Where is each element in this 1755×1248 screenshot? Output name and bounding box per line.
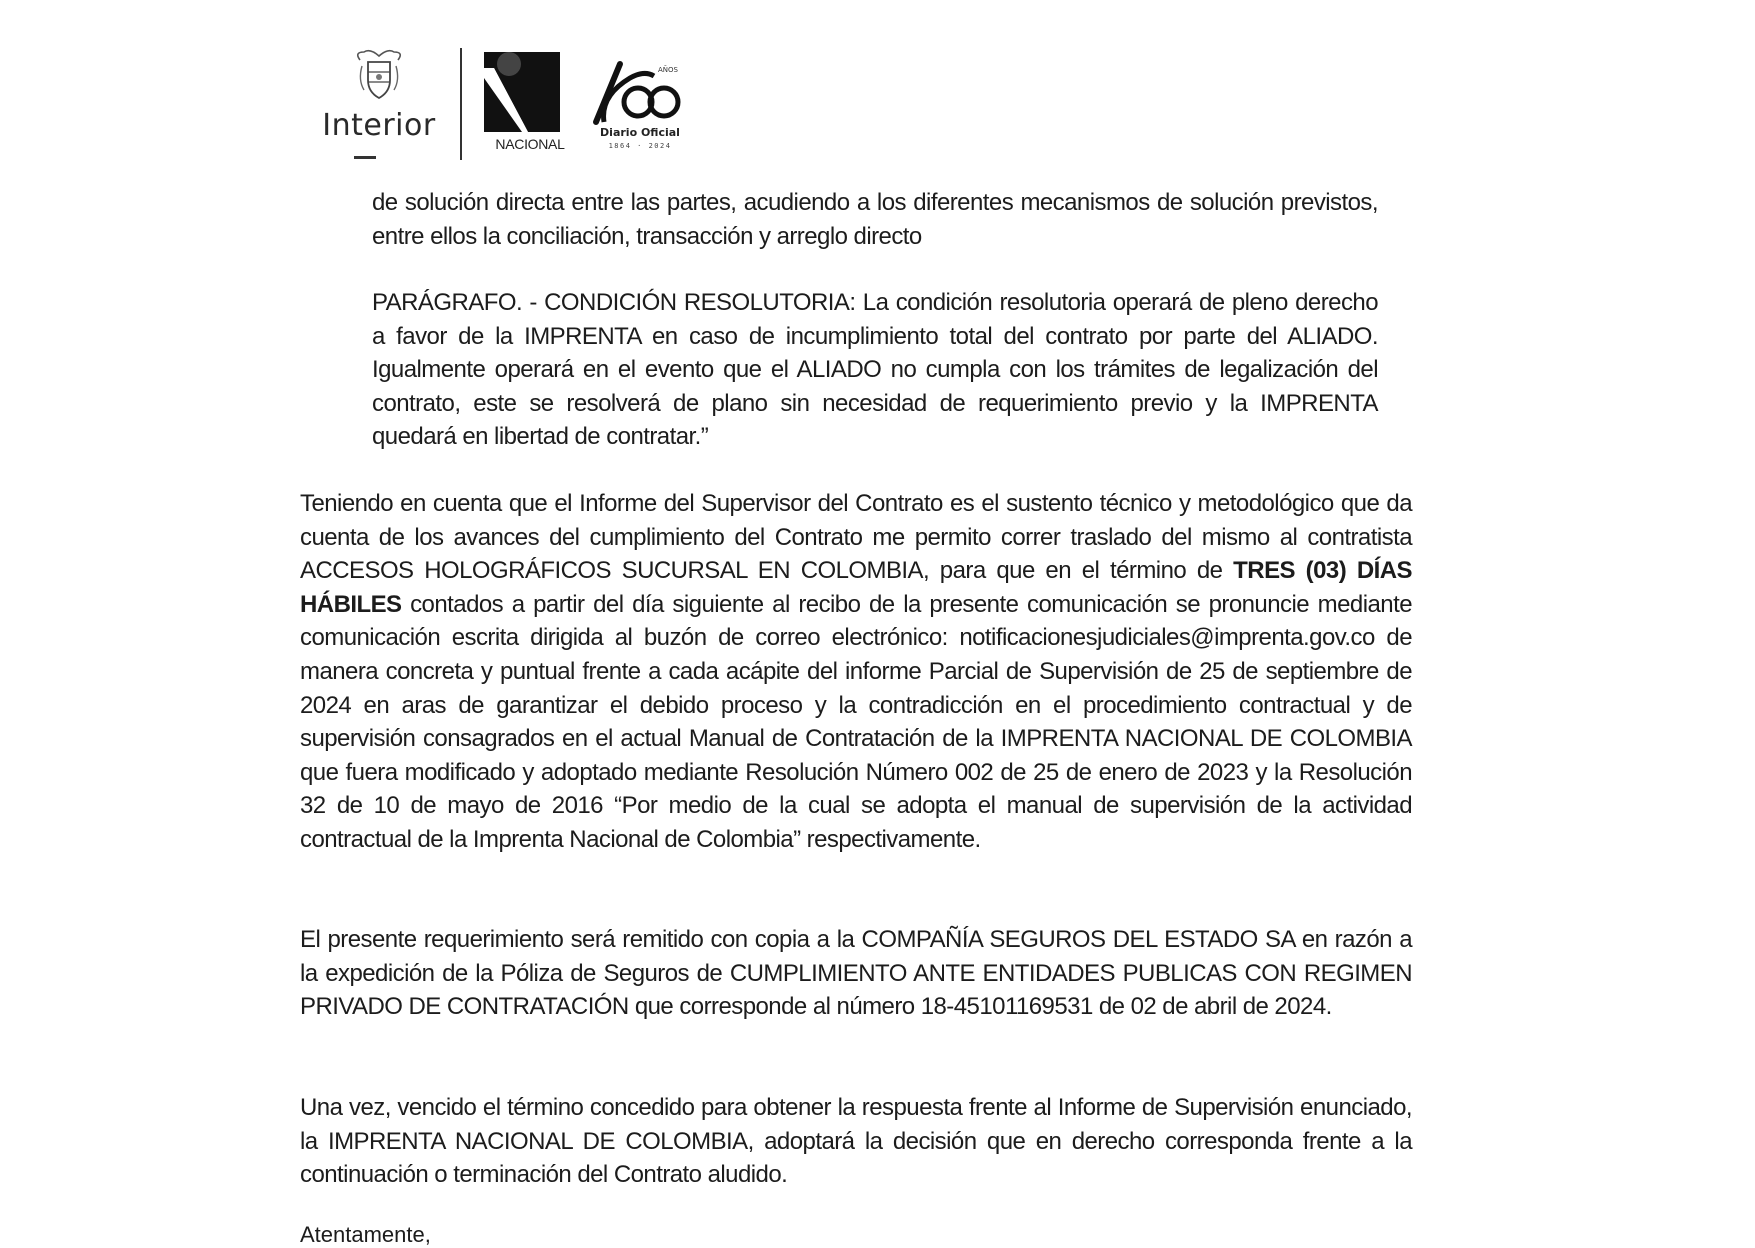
diario-oficial-logo-years: 1864 · 2024 bbox=[608, 142, 672, 150]
interior-logo-text: Interior bbox=[322, 108, 436, 143]
paragraph-solucion-directa: de solución directa entre las partes, acudiendo a los diferentes mecanismos de solución previstos, entre ellos la conciliación, transacción y arreglo directo bbox=[372, 189, 1378, 250]
paragraph-traslado-text-b: contados a partir del día siguiente al recibo de la presente comunicación se pronuncie mediante comunicación escrita dirigida al buzón de correo electrónico: bbox=[300, 590, 1412, 652]
imprenta-nacional-mark-icon bbox=[482, 48, 578, 134]
imprenta-nacional-logo-text: NACIONAL bbox=[495, 136, 565, 152]
paragraph-condicion-resolutoria: PARÁGRAFO. - CONDICIÓN RESOLUTORIA: La condición resolutoria operará de pleno derecho a favor de la IMPRENTA en caso de incumplimiento total del contrato por parte del ALIADO. Igualmente operará en el evento que el ALIADO no cumpla con los trámites de legalización del contrato, este se resolverá de plano sin necesidad de requerimiento previo y la IMPRENTA quedará en libertad de contratar.” bbox=[372, 289, 1378, 451]
plazo-tres-dias-habiles: TRES (03) DÍAS HÁBILES bbox=[300, 557, 1412, 618]
interior-logo bbox=[314, 46, 444, 164]
paragraph-traslado-text-c: de manera concreta y puntual frente a cada acápite del informe Parcial de Supervisión de 25 de septiembre de 2024 en aras de garantizar el debido proceso y la contradicción en el procedimiento contractual y de supervisión consagrados en el actual Manual de Contratación de la IMPRENTA NACIONAL DE COLOMBIA que fuera modificado y adoptado mediante Resolución Número 002 de 25 de enero de 2023 y la Resolución 32 de 10 de mayo de 2016 “Por medio de la cual se adopta el manual de supervisión de la actividad contractual de la Imprenta Nacional de Colombia” respectivamente. bbox=[300, 624, 1412, 853]
paragraph-vencimiento-termino: Una vez, vencido el término concedido para obtener la respuesta frente al Informe de Supervisión enunciado, la IMPRENTA NACIONAL DE COLOMBIA, adoptará la decisión que en derecho corresponda frente a la continuación o terminación del Contrato aludido. bbox=[300, 1094, 1412, 1189]
paragraph-traslado-informe bbox=[300, 487, 1412, 857]
imprenta-nacional-logo bbox=[482, 48, 578, 160]
closing-salutation: Atentamente, bbox=[300, 1222, 431, 1247]
svg-text:AÑOS: AÑOS bbox=[658, 66, 678, 74]
notification-email: notificacionesjudiciales@imprenta.gov.co bbox=[959, 624, 1375, 652]
interior-logo-underline bbox=[354, 156, 376, 159]
diario-oficial-logo-text: Diario Oficial bbox=[600, 126, 680, 139]
escudo-colombia-seal-icon bbox=[350, 46, 408, 104]
diario-oficial-160-icon bbox=[590, 56, 690, 126]
paragraph-copia-aseguradora: El presente requerimiento será remitido con copia a la COMPAÑÍA SEGUROS DEL ESTADO SA en razón a la expedición de la Póliza de Seguros de CUMPLIMIENTO ANTE ENTIDADES PUBLICAS CON REGIMEN PRIVADO DE CONTRATACIÓN que corresponde al número 18-45101169531 de 02 de abril de 2024. bbox=[300, 926, 1412, 1021]
paragraph-traslado-text-a: Teniendo en cuenta que el Informe del Supervisor del Contrato es el sustento técnico y metodológico que da cuenta de los avances del cumplimiento del Contrato me permito correr traslado del mismo al contratista ACCESOS HOLOGRÁFICOS SUCURSAL EN COLOMBIA, para que en el término de bbox=[300, 490, 1412, 585]
logo-divider bbox=[460, 48, 462, 160]
diario-oficial-logo bbox=[590, 56, 690, 160]
